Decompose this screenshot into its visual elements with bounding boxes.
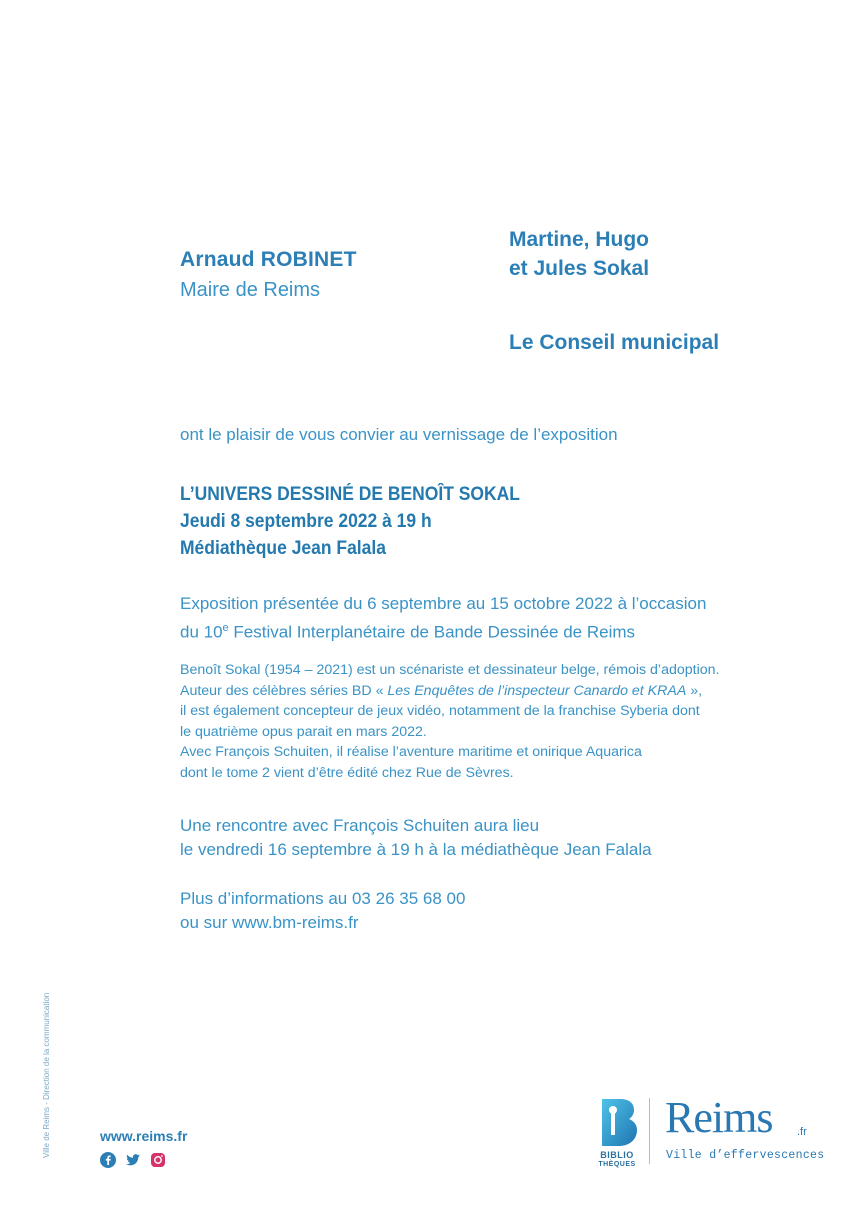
bio-line-5: Avec François Schuiten, il réalise l’aventure maritime et onirique Aquarica — [180, 744, 642, 760]
reims-tagline: Ville d’effervescences — [666, 1149, 825, 1162]
bio-line-2: Auteur des célèbres séries BD « Les Enquêtes de l’inspecteur Canardo et KRAA », — [180, 682, 703, 699]
bio-line-3: il est également concepteur de jeux vidéo, notamment de la franchise Syberia dont — [180, 703, 700, 719]
meeting-line-1: Une rencontre avec François Schuiten aura lieu — [180, 816, 540, 835]
host-role: Maire de Reims — [180, 279, 321, 301]
side-credit: Ville de Reims - Direction de la communication — [42, 992, 51, 1158]
council-host: Le Conseil municipal — [509, 331, 720, 354]
bio-line-6: dont le tome 2 vient d’être édité chez Rue de Sèvres. — [180, 764, 514, 781]
footer-website-link[interactable]: www.reims.fr — [100, 1128, 188, 1144]
exhibition-venue: Médiathèque Jean Falala — [180, 538, 386, 559]
presentation-line-1: Exposition présentée du 6 septembre au 15 octobre 2022 à l’occasion — [180, 594, 707, 613]
presentation-text — [180, 592, 706, 645]
exhibition-title: L’UNIVERS DESSINÉ DE BENOÎT SOKAL — [180, 484, 520, 505]
facebook-icon[interactable] — [100, 1152, 116, 1168]
contact-phone: Plus d’informations au 03 26 35 68 00 — [180, 889, 466, 908]
host-name: Arnaud ROBINET — [180, 248, 357, 271]
meeting-info — [180, 814, 652, 862]
bibliotheques-logo-icon — [598, 1097, 642, 1149]
reims-logo-wordmark: Reims — [665, 1093, 773, 1142]
meeting-line-2: le vendredi 16 septembre à 19 h à la médiathèque Jean Falala — [180, 840, 652, 859]
contact-website[interactable]: ou sur www.bm-reims.fr — [180, 913, 359, 932]
family-line-1: Martine, Hugo — [509, 228, 649, 251]
contact-info — [180, 887, 465, 935]
family-hosts — [509, 225, 649, 283]
bio-line-1: Benoît Sokal (1954 – 2021) est un scénariste et dessinateur belge, rémois d’adoption. — [180, 662, 720, 678]
exhibition-block — [180, 481, 520, 562]
instagram-icon[interactable] — [150, 1152, 166, 1168]
biography — [180, 660, 719, 783]
bio-line-4: le quatrième opus parait en mars 2022. — [180, 723, 427, 740]
invitation-intro: ont le plaisir de vous convier au vernissage de l’exposition — [180, 425, 618, 444]
family-line-2: et Jules Sokal — [509, 257, 650, 280]
presentation-line-2: du 10e Festival Interplanétaire de Bande Dessinée de Reims — [180, 622, 636, 642]
social-links — [100, 1152, 166, 1168]
bibliotheques-wordmark: BIBLIO THÈQUES — [598, 1150, 636, 1168]
reims-logo-fr: .fr — [797, 1126, 807, 1138]
logo-divider — [649, 1098, 650, 1164]
twitter-icon[interactable] — [125, 1152, 141, 1168]
exhibition-date: Jeudi 8 septembre 2022 à 19 h — [180, 511, 432, 532]
